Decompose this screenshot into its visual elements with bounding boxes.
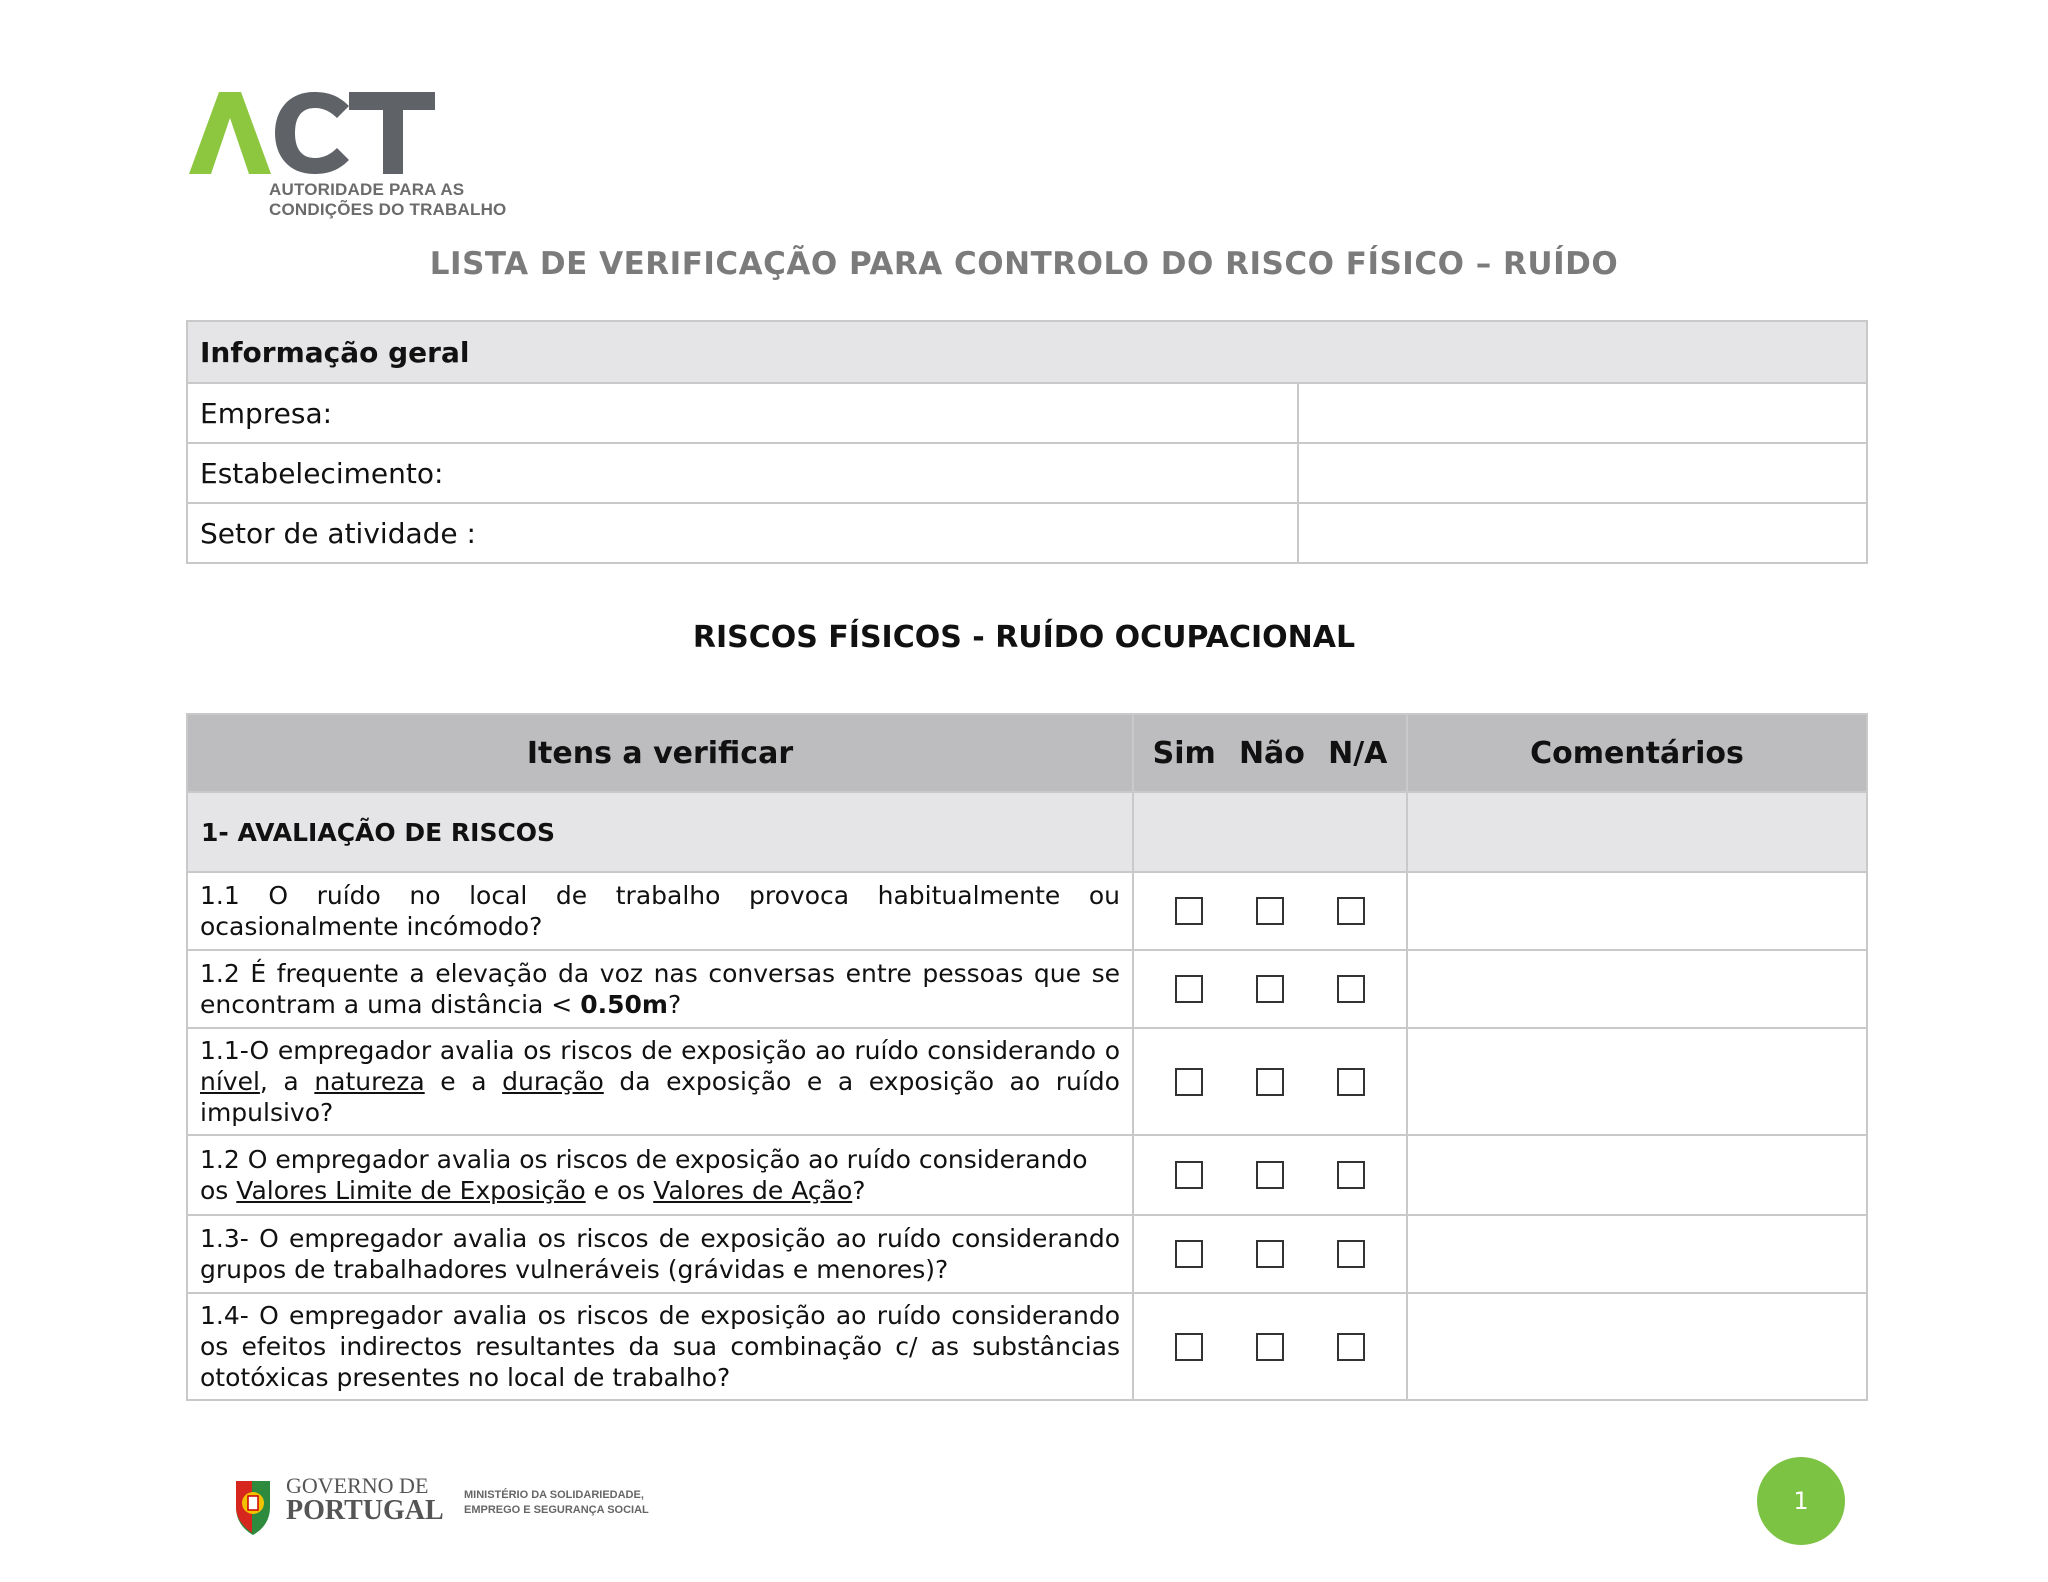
- question-cell: [187, 1028, 1133, 1135]
- comment-cell[interactable]: [1407, 1293, 1867, 1400]
- section-label-cell: [187, 792, 1133, 872]
- checkbox-nao[interactable]: [1256, 1240, 1284, 1268]
- question-cell: [187, 1215, 1133, 1293]
- comment-cell[interactable]: [1407, 1028, 1867, 1135]
- act-logo: [189, 88, 507, 220]
- checklist-row: [187, 872, 1867, 950]
- checkbox-nao[interactable]: [1256, 1333, 1284, 1361]
- info-row-estabelecimento: [187, 443, 1867, 503]
- info-label-setor: Setor de atividade :: [187, 503, 1298, 563]
- question-text-part: , a: [259, 1067, 315, 1096]
- info-label-empresa: Empresa:: [187, 383, 1298, 443]
- question-text-part: e os: [585, 1176, 654, 1205]
- question-cell: [187, 1135, 1133, 1215]
- options-cell: [1133, 950, 1407, 1028]
- checkbox-nao[interactable]: [1256, 975, 1284, 1003]
- question-text: 1.1 O ruído no local de trabalho provoca habitualmente ou ocasionalmente incómodo?: [200, 881, 1120, 941]
- act-logo-line-2: CONDIÇÕES DO TRABALHO: [269, 200, 507, 219]
- act-logo-icon: [189, 88, 494, 178]
- comment-cell[interactable]: [1407, 1135, 1867, 1215]
- info-row-setor: [187, 503, 1867, 563]
- options-cell: [1133, 1293, 1407, 1400]
- checkbox-sim[interactable]: [1175, 1068, 1203, 1096]
- checklist-row: [187, 1293, 1867, 1400]
- checklist-row: [187, 1028, 1867, 1135]
- question-text-part: 1.1-O empregador avalia os riscos de exposição ao ruído considerando o: [200, 1036, 1120, 1065]
- options-cell: [1133, 1135, 1407, 1215]
- checklist-header-row: [187, 714, 1867, 792]
- checkbox-sim[interactable]: [1175, 1240, 1203, 1268]
- ministry-line-1: MINISTÉRIO DA SOLIDARIEDADE,: [464, 1489, 644, 1501]
- col-header-na: N/A: [1328, 735, 1388, 771]
- info-value-setor[interactable]: [1298, 503, 1867, 563]
- checkbox-na[interactable]: [1337, 1333, 1365, 1361]
- checkbox-na[interactable]: [1337, 1161, 1365, 1189]
- question-text: [200, 958, 1120, 1020]
- question-text: 1.4- O empregador avalia os riscos de exposição ao ruído considerando os efeitos indirectos resultantes da sua combinação c/ as substâncias ototóxicas presentes no local de trabalho?: [200, 1301, 1120, 1392]
- question-cell: [187, 872, 1133, 950]
- question-text-part: 1.2 É frequente a elevação da voz nas conversas entre pessoas que se encontram a uma distância <: [200, 959, 1120, 1019]
- checklist-table: [186, 713, 1868, 1401]
- checkbox-sim[interactable]: [1175, 975, 1203, 1003]
- question-cell: [187, 1293, 1133, 1400]
- col-header-comments: Comentários: [1407, 714, 1867, 792]
- comment-cell[interactable]: [1407, 872, 1867, 950]
- general-info-header-row: [187, 321, 1867, 383]
- ministry-line-2: EMPREGO E SEGURANÇA SOCIAL: [464, 1504, 649, 1516]
- checkbox-na[interactable]: [1337, 975, 1365, 1003]
- checkbox-sim[interactable]: [1175, 1333, 1203, 1361]
- checklist-row: [187, 1135, 1867, 1215]
- question-text: 1.3- O empregador avalia os riscos de exposição ao ruído considerando grupos de trabalhadores vulneráveis (grávidas e menores)?: [200, 1224, 1120, 1284]
- options-cell: [1133, 872, 1407, 950]
- col-header-sim: Sim: [1152, 735, 1216, 771]
- checkbox-nao[interactable]: [1256, 1068, 1284, 1096]
- checklist-row: [187, 950, 1867, 1028]
- checkbox-nao[interactable]: [1256, 1161, 1284, 1189]
- portugal-coat-of-arms-icon: [228, 1467, 278, 1539]
- info-label-estabelecimento: Estabelecimento:: [187, 443, 1298, 503]
- page-number-badge: 1: [1757, 1457, 1845, 1545]
- section-label: 1- AVALIAÇÃO DE RISCOS: [201, 817, 556, 847]
- general-info-table: [186, 320, 1868, 564]
- info-value-empresa[interactable]: [1298, 383, 1867, 443]
- act-logo-line-1: AUTORIDADE PARA AS: [269, 180, 465, 199]
- checkbox-na[interactable]: [1337, 897, 1365, 925]
- question-cell: [187, 950, 1133, 1028]
- question-text-underlined: nível: [200, 1067, 260, 1096]
- col-header-items: Itens a verificar: [187, 714, 1133, 792]
- question-text-underlined: Valores Limite de Exposição: [236, 1176, 586, 1205]
- gov-line-2: PORTUGAL: [286, 1495, 444, 1526]
- info-value-estabelecimento[interactable]: [1298, 443, 1867, 503]
- section-comments-cell: [1407, 792, 1867, 872]
- question-text: [200, 1144, 1120, 1206]
- col-header-options: [1133, 714, 1407, 792]
- question-text-bold: 0.50m: [580, 990, 668, 1019]
- checkbox-nao[interactable]: [1256, 897, 1284, 925]
- question-text-part: ?: [667, 990, 682, 1019]
- question-text: [200, 1035, 1120, 1128]
- section-options-cell: [1133, 792, 1407, 872]
- gov-line-1: GOVERNO DE: [286, 1473, 429, 1498]
- checkbox-sim[interactable]: [1175, 1161, 1203, 1189]
- general-info-header: Informação geral: [187, 321, 1867, 383]
- checkbox-na[interactable]: [1337, 1240, 1365, 1268]
- question-text-underlined: Valores de Ação: [653, 1176, 853, 1205]
- comment-cell[interactable]: [1407, 950, 1867, 1028]
- question-text-underlined: natureza: [314, 1067, 425, 1096]
- question-text-part: e a: [424, 1067, 503, 1096]
- section-title: RISCOS FÍSICOS - RUÍDO OCUPACIONAL: [692, 620, 1356, 655]
- question-text-underlined: duração: [502, 1067, 604, 1096]
- question-text-part: ?: [852, 1176, 866, 1205]
- question-text-part: da exposição e a exposição ao ruído impulsivo?: [200, 1067, 1120, 1127]
- checklist-row: [187, 1215, 1867, 1293]
- checkbox-sim[interactable]: [1175, 897, 1203, 925]
- question-text-part: 1.2 O empregador avalia os riscos de exposição ao ruído considerando os: [200, 1145, 1088, 1205]
- governo-portugal-logo: [228, 1467, 648, 1539]
- options-cell: [1133, 1028, 1407, 1135]
- section-row: [187, 792, 1867, 872]
- col-header-nao: Não: [1238, 735, 1305, 771]
- comment-cell[interactable]: [1407, 1215, 1867, 1293]
- info-row-empresa: [187, 383, 1867, 443]
- options-cell: [1133, 1215, 1407, 1293]
- checkbox-na[interactable]: [1337, 1068, 1365, 1096]
- document-title: LISTA DE VERIFICAÇÃO PARA CONTROLO DO RISCO FÍSICO – RUÍDO: [429, 246, 1619, 282]
